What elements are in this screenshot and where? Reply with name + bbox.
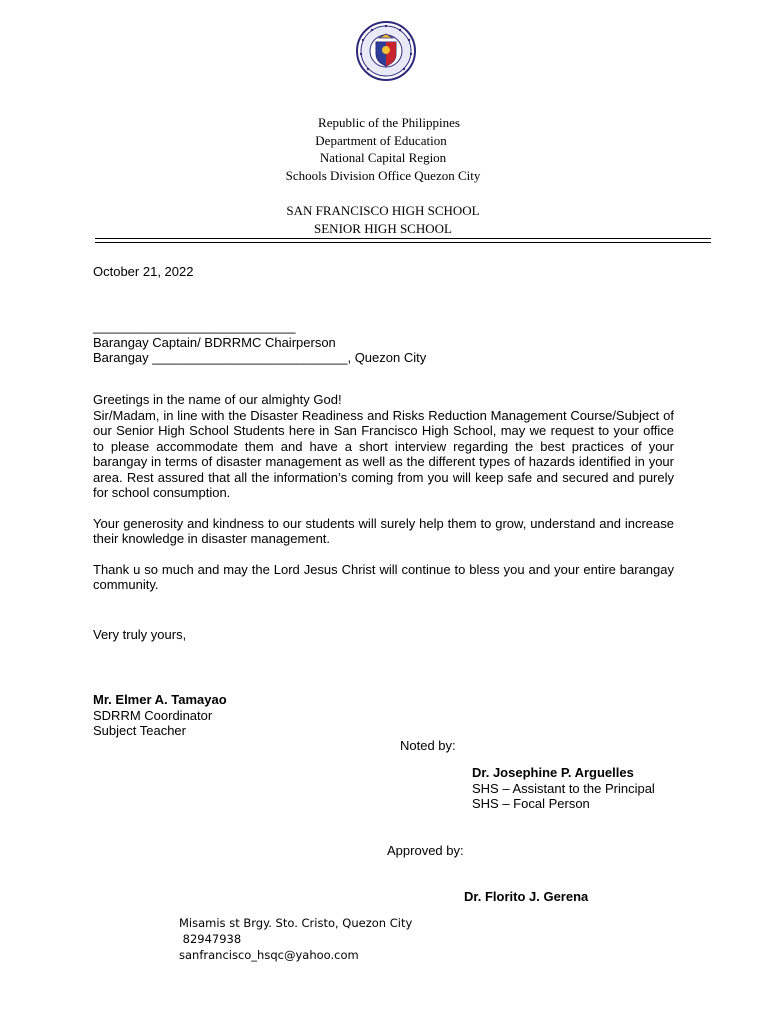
letter-closing: Very truly yours, (93, 627, 187, 642)
header-divider-secondary (95, 242, 711, 243)
greeting: Greetings in the name of our almighty God! (93, 392, 342, 407)
body-paragraph-blessing: Thank u so much and may the Lord Jesus Christ will continue to bless you and your entire barangay community. (93, 561, 674, 592)
signatory-noted-role: SHS – Assistant to the Principal (472, 780, 655, 796)
approved-by-label: Approved by: (387, 843, 464, 858)
signatory-approved-name: Dr. Florito J. Gerena (464, 889, 589, 904)
signatory-main-name: Mr. Elmer A. Tamayao (93, 692, 227, 707)
letterhead-republic: Republic of the Philippines (318, 115, 460, 130)
letterhead-agency-block (230, 114, 536, 184)
body-paragraph-request: Sir/Madam, in line with the Disaster Readiness and Risks Reduction Management Course/Subject of our Senior High School Students here in San Francisco High School, may we request to your office to please accommodate them and have a short interview regarding the best practices of your barangay in terms of disaster management as well as the different types of hazards identified in your area. Rest assured that all the information’s coming from you will keep safe and secured and purely for school consumption. (93, 407, 674, 500)
header-divider (95, 238, 711, 239)
signatory-noted-role-2: SHS – Focal Person (472, 796, 590, 811)
signatory-main-role-2: Subject Teacher (93, 723, 186, 738)
footer-address: Misamis st Brgy. Sto. Cristo, Quezon City (179, 916, 413, 930)
letter-date: October 21, 2022 (93, 264, 194, 279)
signatory-noted (472, 765, 655, 812)
recipient-title: Barangay Captain/ BDRRMC Chairperson (93, 334, 336, 350)
letter-body (93, 392, 674, 608)
recipient-block (93, 319, 426, 366)
school-department: SENIOR HIGH SCHOOL (314, 220, 452, 236)
school-name: SAN FRANCISCO HIGH SCHOOL (286, 203, 480, 218)
letterhead-department: Department of Education (315, 132, 447, 148)
footer-contact (179, 915, 412, 963)
signatory-noted-name: Dr. Josephine P. Arguelles (472, 765, 634, 780)
noted-by-label: Noted by: (400, 738, 456, 753)
letterhead-region: National Capital Region (319, 150, 447, 165)
deped-seal-logo (348, 20, 424, 82)
letterhead-school-block (230, 202, 536, 237)
footer-phone: 82947938 (179, 932, 242, 946)
letterhead-division-office: Schools Division Office Quezon City (285, 167, 481, 183)
signatory-main-role: SDRRM Coordinator (93, 707, 213, 723)
recipient-name-blank: ____________________________ (93, 319, 296, 334)
footer-email: sanfrancisco_hsqc@yahoo.com (179, 948, 359, 962)
body-paragraph-gratitude: Your generosity and kindness to our students will surely help them to grow, understand and increase their knowledge in disaster management. (93, 515, 674, 546)
signatory-main (93, 692, 227, 739)
recipient-address: Barangay ___________________________, Quezon City (93, 350, 427, 365)
